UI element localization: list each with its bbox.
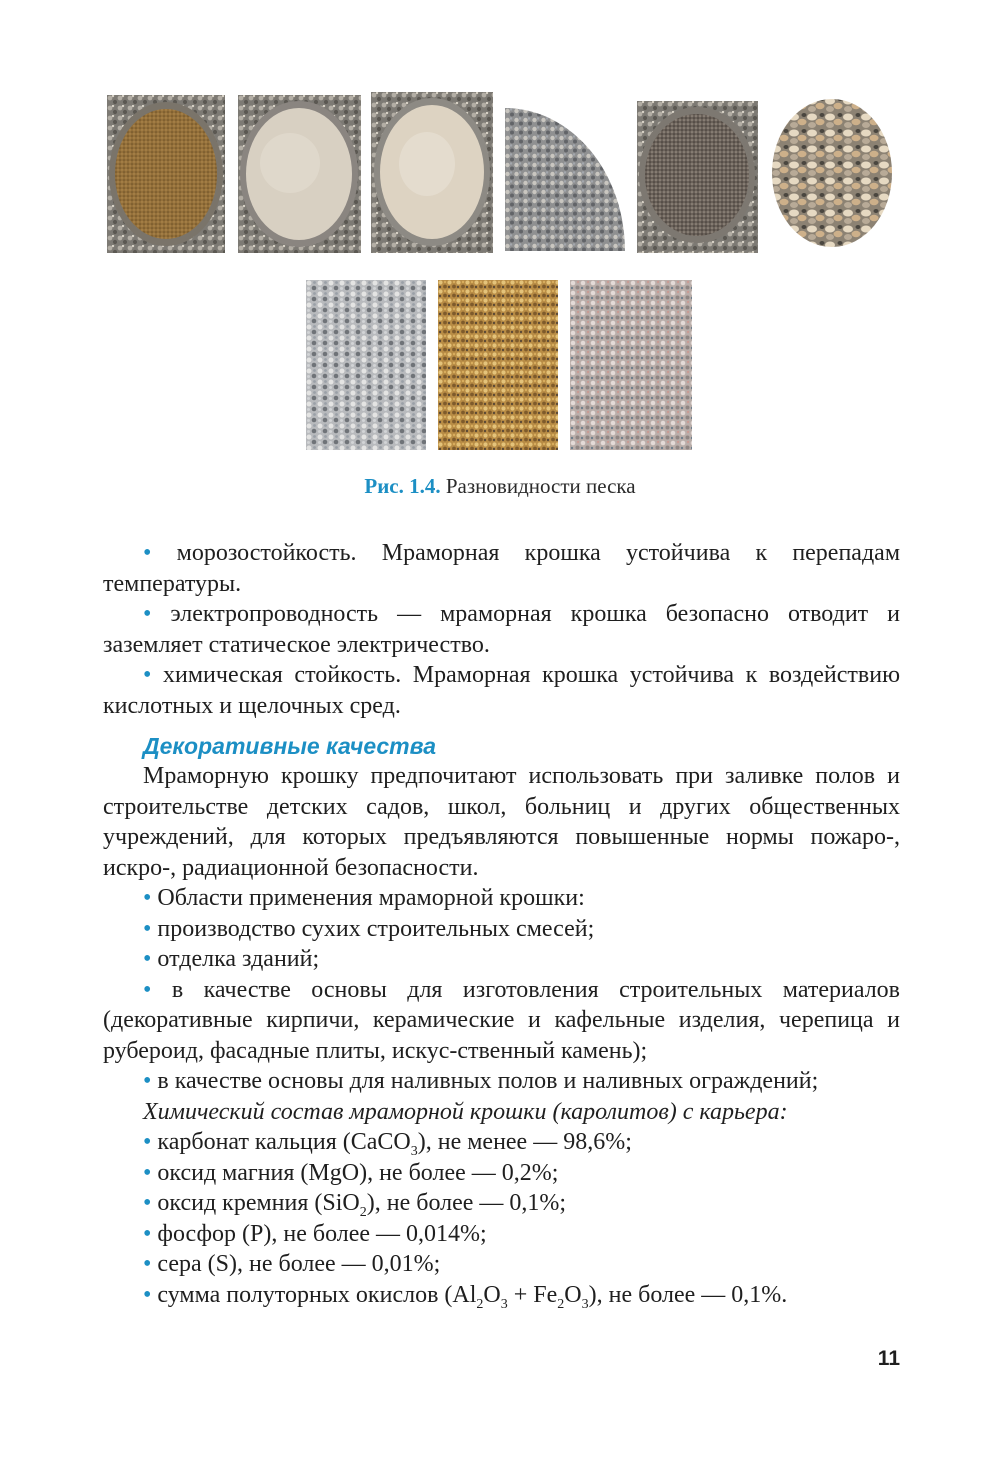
paragraph-frost: • морозостойкость. Мраморная крошка устойчива к перепадам температуры. — [103, 540, 901, 597]
bullet-icon: • — [143, 1190, 152, 1216]
bullet-icon: • — [143, 885, 152, 911]
marble-chips-grey — [306, 280, 426, 450]
gravel-quarter-circle — [505, 108, 625, 251]
sand-in-bowl-grey — [637, 101, 758, 253]
sand-in-bowl-beige — [371, 92, 493, 253]
sand-in-bowl-brown — [107, 95, 225, 253]
bullet-icon: • — [143, 1159, 152, 1186]
list-item: • фосфор (P), не более — 0,014%; — [143, 1220, 487, 1247]
bullet-icon: • — [143, 601, 152, 627]
list-item: • в качестве основы для изготовления строительных материалов (декоративные кирпичи, керамические и кафельные изделия, черепица и рубероид, фасадные плиты, искус-ственный камень); — [103, 976, 901, 1064]
page-number: 11 — [877, 1347, 900, 1370]
composition-title: Химический состав мраморной крошки (каролитов) с карьера: — [143, 1098, 788, 1125]
figure-label: Рис. 1.4. — [364, 474, 441, 498]
marble-chips-yellow — [438, 280, 558, 450]
list-item: • оксид магния (MgO), не более — 0,2%; — [143, 1159, 559, 1186]
bullet-icon: • — [143, 915, 152, 942]
marble-chips-mixed — [570, 280, 692, 450]
bullet-icon: • — [143, 976, 152, 1003]
pebbles-circle — [771, 97, 894, 250]
bullet-icon: • — [143, 1068, 152, 1094]
bullet-icon: • — [143, 1220, 152, 1247]
figure-caption — [0, 474, 1000, 499]
paragraph-conductivity: • электропроводность — мраморная крошка безопасно отводит и заземляет статическое электричество. — [103, 601, 901, 658]
body-text — [103, 538, 900, 1310]
bullet-icon: • — [143, 1281, 152, 1308]
bullet-icon: • — [143, 540, 152, 566]
list-item: • карбонат кальция (CaCO$_3$), не менее — 98,6%; — [143, 1129, 632, 1159]
figure-title: Разновидности песка — [445, 474, 636, 498]
bullet-icon: • — [143, 946, 152, 972]
applications-title: • Области применения мраморной крошки: — [143, 885, 585, 911]
list-item: • сумма полуторных окислов $(Al_2O_3 + Fe_2O_3)$, не более — 0,1%. — [143, 1281, 788, 1312]
bullet-icon: • — [143, 1251, 152, 1277]
sand-in-bowl-light — [238, 95, 361, 253]
section-heading: Декоративные качества — [143, 733, 437, 759]
list-item: • в качестве основы для наливных полов и наливных ограждений; — [143, 1068, 819, 1094]
bullet-icon: • — [143, 1129, 152, 1155]
list-item: • сера (S), не более — 0,01%; — [143, 1251, 441, 1277]
intro-paragraph: Мраморную крошку предпочитают использовать при заливке полов и строительстве детских садов, школ, больниц и других общественных учреждений, для которых предъявляются повышенные нормы пожаро-, искро-, радиационной безопасности. — [103, 763, 900, 881]
list-item: • отделка зданий; — [143, 946, 320, 972]
list-item: • оксид кремния (SiO$_2$), не более — 0,1%; — [143, 1190, 567, 1220]
paragraph-chemical: • химическая стойкость. Мраморная крошка устойчива к воздействию кислотных и щелочных сред. — [103, 662, 901, 719]
list-item: • производство сухих строительных смесей; — [143, 915, 595, 942]
bullet-icon: • — [143, 662, 152, 688]
